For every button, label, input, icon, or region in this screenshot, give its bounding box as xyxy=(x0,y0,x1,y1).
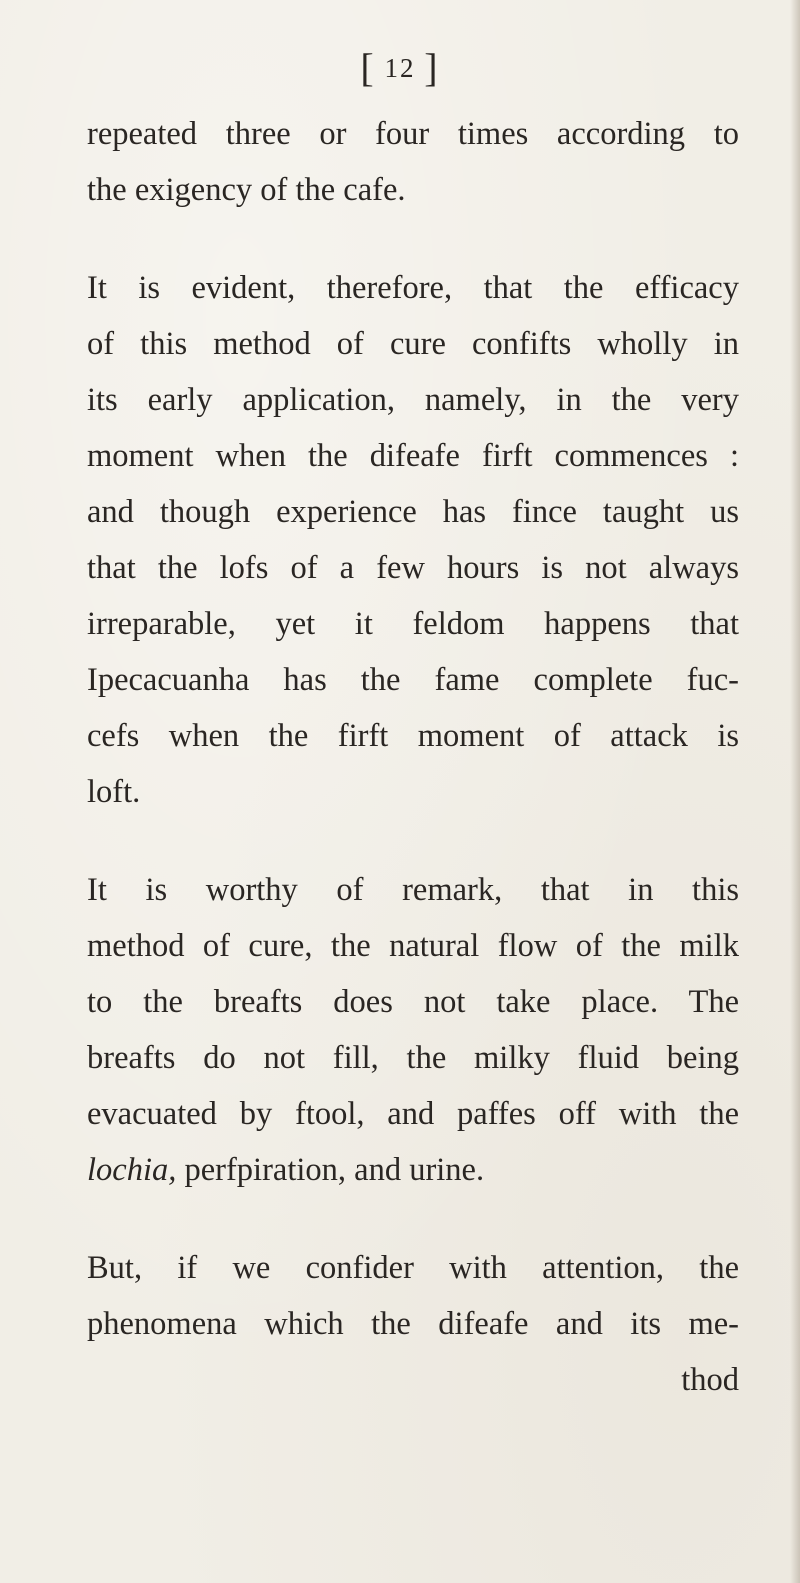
text-line: It is worthy of remark, that in this xyxy=(87,872,739,908)
paragraph-gap xyxy=(87,1198,739,1240)
page-number-value: 12 xyxy=(384,53,416,83)
body-text xyxy=(87,106,739,1408)
paragraph-4 xyxy=(87,1240,739,1408)
text-line: the exigency of the cafe. xyxy=(87,172,406,208)
text-line: to the breafts does not take place. The xyxy=(87,984,739,1020)
page-number-bracket-open: [ xyxy=(360,45,376,90)
text-line: repeated three or four times according to xyxy=(87,116,739,152)
page-number xyxy=(0,44,800,91)
paragraph-3 xyxy=(87,862,739,1198)
page-number-bracket-close: ] xyxy=(424,45,440,90)
text-line: irreparable, yet it feldom happens that xyxy=(87,606,739,642)
text-line: Ipecacuanha has the fame complete fuc- xyxy=(87,662,739,698)
paragraph-1 xyxy=(87,106,739,218)
paragraph-gap xyxy=(87,820,739,862)
catchword: thod xyxy=(681,1362,739,1398)
paragraph-gap xyxy=(87,218,739,260)
text-line: method of cure, the natural flow of the milk xyxy=(87,928,739,964)
page-edge-shadow xyxy=(790,0,800,1583)
text-line: and though experience has fince taught us xyxy=(87,494,739,530)
text-line: phenomena which the difeafe and its me- xyxy=(87,1306,739,1342)
text-line: moment when the difeafe firft commences : xyxy=(87,438,739,474)
text-line: evacuated by ftool, and paffes off with the xyxy=(87,1096,739,1132)
text-line xyxy=(87,1142,739,1198)
text-line: loft. xyxy=(87,774,141,810)
text-line: of this method of cure confifts wholly in xyxy=(87,326,739,362)
text-line: cefs when the firft moment of attack is xyxy=(87,718,739,754)
text-line: But, if we confider with attention, the xyxy=(87,1250,739,1286)
paragraph-2 xyxy=(87,260,739,820)
text-line: It is evident, therefore, that the efficacy xyxy=(87,270,739,306)
text-line: its early application, namely, in the very xyxy=(87,382,739,418)
italic-term: lochia, xyxy=(87,1152,177,1188)
text-fragment: perfpiration, and urine. xyxy=(176,1152,485,1188)
text-line: breafts do not fill, the milky fluid being xyxy=(87,1040,739,1076)
text-line: that the lofs of a few hours is not always xyxy=(87,550,739,586)
